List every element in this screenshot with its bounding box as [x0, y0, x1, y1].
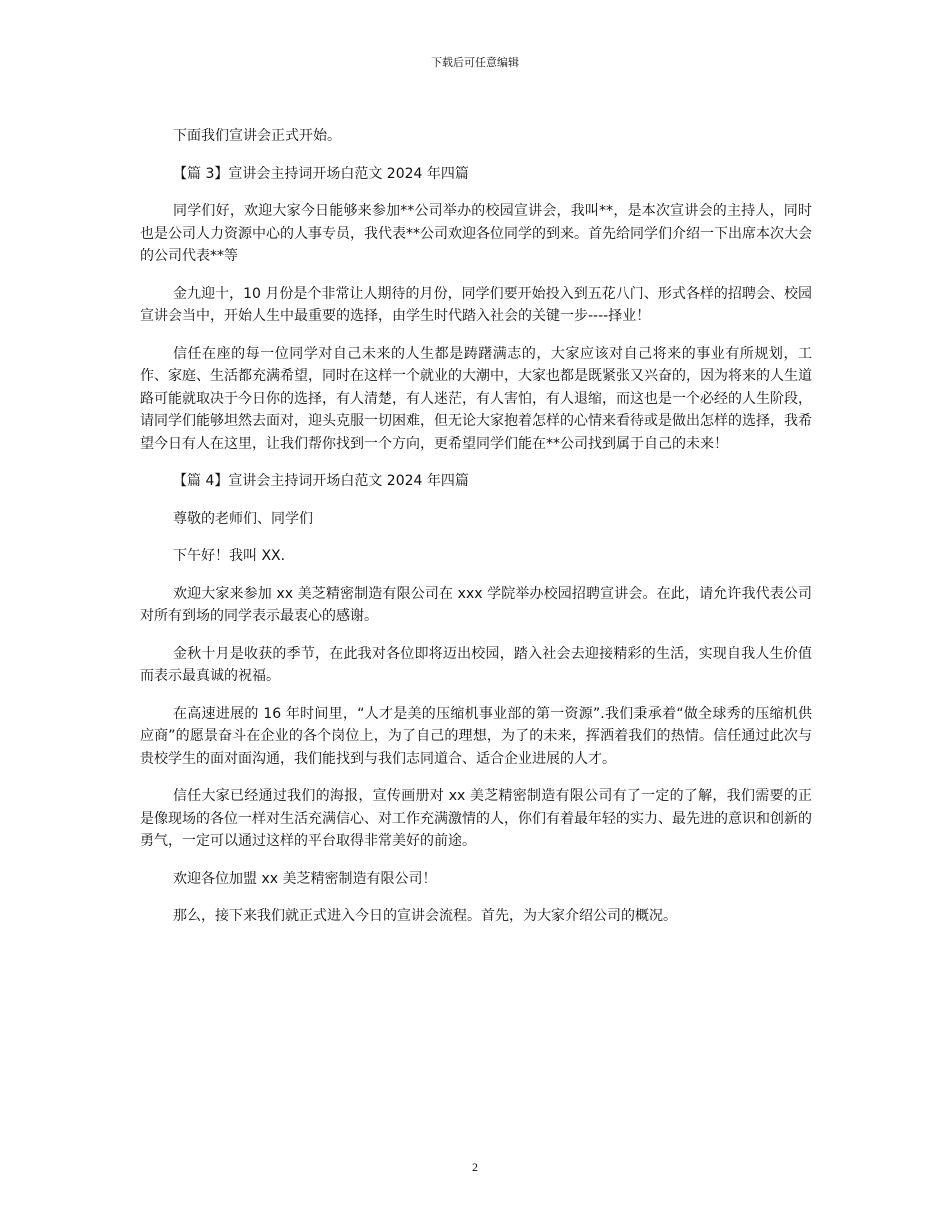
paragraph-intro: 下面我们宣讲会正式开始。: [173, 128, 341, 144]
paragraph: 金秋十月是收获的季节，在此我对各位即将迈出校园，踏入社会去迎接精彩的生活，实现自我人生价值而表示最真诚的祝福。: [140, 645, 812, 684]
section-heading-3: 【篇 3】宣讲会主持词开场白范文 2024 年四篇: [173, 165, 469, 182]
paragraph: 欢迎各位加盟 xx 美芝精密制造有限公司！: [173, 870, 437, 887]
paragraph: 金九迎十，10 月份是个非常让人期待的月份，同学们要开始投入到五花八门、形式各样的招聘会、校园宣讲会当中，开始人生中最重要的选择，由学生时代踏入社会的关键一步----择业！: [140, 285, 812, 324]
paragraph: 信任大家已经通过我们的海报，宣传画册对 xx 美芝精密制造有限公司有了一定的了解，我们需要的正是像现场的各位一样对生活充满信心、对工作充满激情的人，你们有着最年轻的实力、最先进的意识和创新的勇气，一定可以通过这样的平台取得非常美好的前途。: [140, 788, 812, 849]
section-heading-4: 【篇 4】宣讲会主持词开场白范文 2024 年四篇: [173, 473, 469, 489]
greeting-line: 下午好！我叫 XX.: [173, 548, 286, 564]
page-number: 2: [472, 1160, 478, 1174]
header-note: 下载后可任意编辑: [431, 56, 519, 69]
document-body: [140, 125, 812, 943]
paragraph: 信任在座的每一位同学对自己未来的人生都是踌躇满志的，大家应该对自己将来的事业有所规划，工作、家庭、生活都充满希望，同时在这样一个就业的大潮中，大家也都是既紧张又兴奋的，因为将来的人生道路可能就取决于今日你的选择，有人清楚，有人迷茫，有人害怕，有人退缩，而这也是一个必经的人生阶段，请同学们能够坦然去面对，迎头克服一切困难，但无论大家抱着怎样的心情来看待或是做出怎样的选择，我希望今日有人在这里，让我们帮你找到一个方向，更希望同学们能在**公司找到属于自己的未来！: [140, 345, 812, 452]
greeting-line: 尊敬的老师们、同学们: [173, 510, 313, 527]
paragraph: 在高速进展的 16 年时间里，“人才是美的压缩机事业部的第一资源”.我们秉承着“做全球秀的压缩机供应商”的愿景奋斗在企业的各个岗位上，为了自己的理想，为了的未来，挥洒着我们的热情。信任通过此次与贵校学生的面对面沟通，我们能找到与我们志同道合、适合企业进展的人才。: [140, 705, 812, 767]
paragraph: 同学们好，欢迎大家今日能够来参加**公司举办的校园宣讲会，我叫**，是本次宣讲会的主持人，同时也是公司人力资源中心的人事专员，我代表**公司欢迎各位同学的到来。首先给同学们介绍一下出席本次大会的公司代表**等: [140, 203, 812, 264]
paragraph: 欢迎大家来参加 xx 美芝精密制造有限公司在 xxx 学院举办校园招聘宣讲会。在此，请允许我代表公司对所有到场的同学表示最衷心的感谢。: [140, 585, 812, 624]
paragraph: 那么，接下来我们就正式进入今日的宣讲会流程。首先，为大家介绍公司的概况。: [173, 908, 677, 924]
